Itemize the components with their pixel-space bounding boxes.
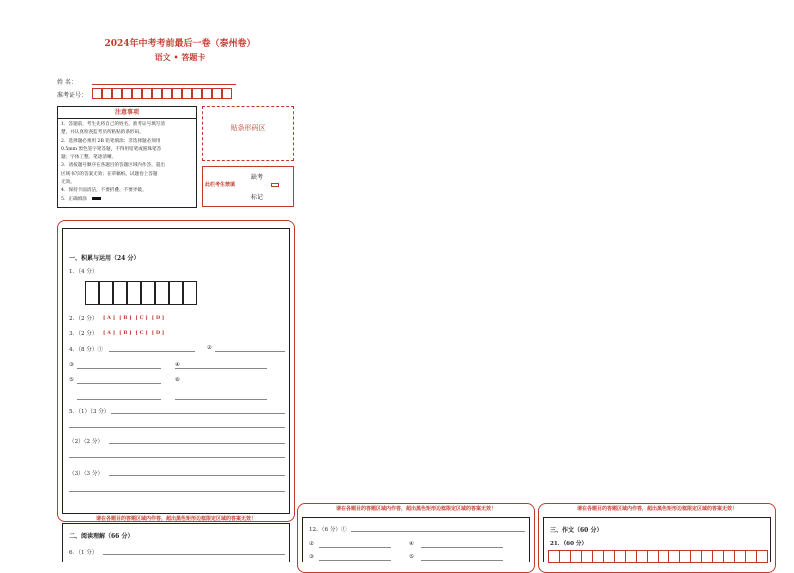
answer-line[interactable]	[69, 427, 285, 428]
notice-line: 4．保持卡面清洁，不要折叠、不要弄破。	[61, 188, 147, 194]
choice-a[interactable]: [ A ]	[103, 315, 116, 321]
notice-line: 3．请按题号顺序在各题目的答题区域内作答，超出	[61, 163, 165, 169]
notice-line: 2．选择题必须用 2B 铅笔填涂；非选择题必须用	[61, 138, 161, 144]
answer-line[interactable]	[175, 399, 267, 400]
absent-bottom: 标记	[251, 194, 264, 201]
id-box[interactable]	[112, 88, 122, 99]
id-box[interactable]	[212, 88, 222, 99]
m4-label: ④	[409, 541, 415, 547]
absent-top: 缺考	[251, 174, 264, 181]
q4-label: 4．（8 分）①	[69, 347, 104, 353]
barcode-area	[202, 106, 294, 161]
barcode-label: 贴条形码区	[230, 124, 266, 132]
answer-line[interactable]	[69, 491, 285, 492]
page-title: 2024年中考考前最后一卷（泰州卷）	[104, 39, 256, 49]
id-box[interactable]	[102, 88, 112, 99]
notice-title: 注意事项	[58, 107, 196, 119]
q2-label: 2．（2 分）	[69, 316, 98, 322]
id-box[interactable]	[122, 88, 132, 99]
id-box[interactable]	[192, 88, 202, 99]
answer-line[interactable]	[109, 351, 195, 352]
answer-line[interactable]	[421, 560, 503, 561]
answer-line[interactable]	[175, 368, 267, 369]
choice-c[interactable]: [ C ]	[135, 330, 148, 336]
page-subtitle: 语文 • 答题卡	[154, 52, 206, 62]
id-box[interactable]	[162, 88, 172, 99]
filled-mark-icon	[92, 197, 101, 200]
col2-panel	[302, 517, 530, 562]
q4-3-label: ③	[69, 362, 75, 368]
name-field[interactable]	[92, 84, 236, 85]
q5-1-label: 5．（1）（3 分）	[69, 409, 110, 415]
id-box[interactable]	[172, 88, 182, 99]
choice-c[interactable]: [ C ]	[135, 315, 148, 321]
id-boxes	[92, 88, 232, 99]
answer-line[interactable]	[421, 547, 503, 548]
answer-line[interactable]	[319, 560, 391, 561]
q5-3-label: （3）（3 分）	[69, 471, 104, 477]
notice-text	[58, 119, 196, 206]
choice-d[interactable]: [ D ]	[151, 315, 165, 321]
grid-cell[interactable]	[155, 281, 169, 305]
m2-label: ②	[309, 541, 315, 547]
grid-cell[interactable]	[113, 281, 127, 305]
answer-line[interactable]	[111, 413, 285, 414]
notice-line: 题；字体工整、笔迹清晰。	[61, 155, 117, 161]
notice-line: 无效。	[61, 180, 75, 186]
notice-line: 5．正确填涂	[61, 196, 193, 204]
warning-text: 请在各题目的答题区域内作答，超出黑色矩形边框限定区域的答案无效！	[576, 506, 737, 512]
grid-cell[interactable]	[99, 281, 113, 305]
part2-section-title: 二、阅读理解（66 分）	[69, 533, 134, 540]
warning-text: 请在各题目的答题区域内作答，超出黑色矩形边框限定区域的答案无效！	[335, 506, 496, 512]
answer-line[interactable]	[215, 351, 285, 352]
part1-section-title: 一、积累与运用（24 分）	[69, 255, 140, 262]
part2-panel	[62, 523, 290, 562]
notice-line: 0.5mm 黑色签字笔答题，不得用铅笔或圆珠笔答	[61, 146, 162, 152]
answer-line[interactable]	[103, 554, 285, 555]
answer-line[interactable]	[109, 475, 285, 476]
grid-cell[interactable]	[183, 281, 197, 305]
choice-b[interactable]: [ B ]	[119, 315, 132, 321]
grid-cell[interactable]	[127, 281, 141, 305]
grid-cell[interactable]	[169, 281, 183, 305]
q6-label: 6．（1 分）	[69, 550, 98, 556]
absent-box	[202, 166, 294, 207]
name-label: 姓 名：	[57, 79, 77, 86]
id-box[interactable]	[132, 88, 142, 99]
q4-6-label: ⑥	[175, 377, 181, 383]
answer-line[interactable]	[69, 457, 285, 458]
absent-note: 此栏考生禁填	[205, 182, 236, 188]
notice-box	[57, 106, 197, 208]
absent-checkbox[interactable]	[271, 183, 279, 187]
choice-b[interactable]: [ B ]	[119, 330, 132, 336]
q2-choices	[103, 315, 164, 321]
q4-4-label: ④	[175, 362, 181, 368]
id-box[interactable]	[152, 88, 162, 99]
m5-label: ⑤	[409, 554, 415, 560]
part1-panel	[62, 228, 290, 514]
answer-line[interactable]	[319, 547, 391, 548]
id-label: 准考证号：	[57, 92, 88, 99]
notice-line: 楚，并认真检查监考员所粘贴的条形码。	[61, 130, 144, 136]
answer-line[interactable]	[77, 383, 161, 384]
choice-a[interactable]: [ A ]	[103, 330, 116, 336]
q5-2-label: （2）（2 分）	[69, 439, 104, 445]
notice-line: 1．答题前，考生先将自己的姓名，准考证号填写清	[61, 122, 165, 127]
notice-line: 区域书写的答案无效；在草稿纸、试题卷上答题	[61, 171, 158, 177]
m3-label: ③	[309, 554, 315, 560]
q12-label: 12．（6 分）①	[309, 527, 347, 533]
id-box[interactable]	[222, 88, 232, 99]
col3-section-title: 三、作文（60 分）	[550, 527, 603, 534]
grid-cell[interactable]	[141, 281, 155, 305]
answer-line[interactable]	[77, 399, 161, 400]
q4-5-label: ⑤	[69, 377, 75, 383]
choice-d[interactable]: [ D ]	[151, 330, 165, 336]
col3-panel	[543, 517, 771, 562]
id-box[interactable]	[182, 88, 192, 99]
answer-line[interactable]	[77, 368, 161, 369]
q1-label: 1．（4 分）	[69, 269, 98, 275]
q3-choices	[103, 330, 164, 336]
q3-label: 3．（2 分）	[69, 331, 98, 337]
id-box[interactable]	[202, 88, 212, 99]
grid-cell[interactable]	[85, 281, 99, 305]
answer-line[interactable]	[351, 531, 525, 532]
q4-2-label: ②	[207, 345, 213, 351]
q21-label: 21．（60 分）	[550, 541, 588, 547]
id-box[interactable]	[142, 88, 152, 99]
id-box[interactable]	[92, 88, 102, 99]
essay-grid[interactable]	[548, 550, 768, 563]
answer-line[interactable]	[109, 443, 285, 444]
warning-text: 请在各题目的答题区域内作答，超出黑色矩形边框限定区域的答案无效！	[95, 516, 256, 522]
q1-grid	[85, 281, 197, 305]
